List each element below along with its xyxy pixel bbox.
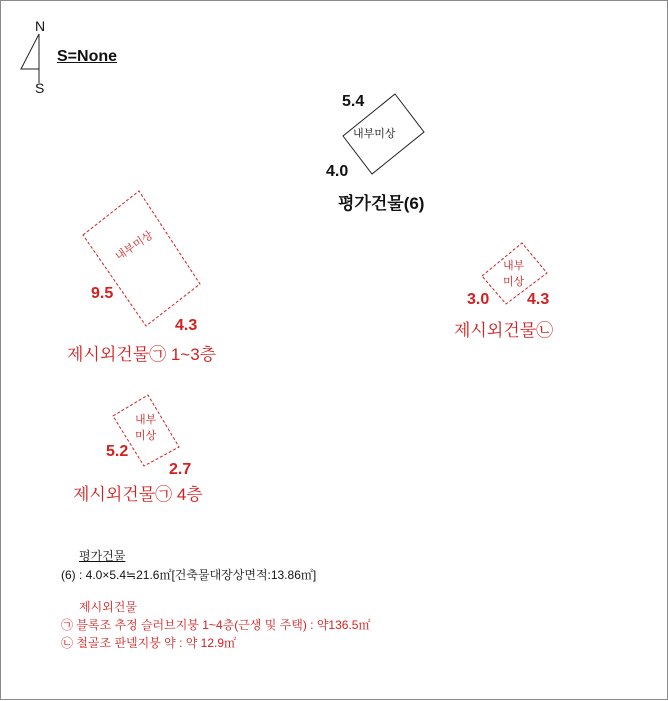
excluded-a4-dim-bottom: 2.7 xyxy=(169,461,192,478)
excluded-b-inner-label-1: 내부 xyxy=(503,260,525,272)
excluded-a4-inner-label-1: 내부 xyxy=(135,414,157,426)
excluded-b-dim-left: 3.0 xyxy=(467,291,490,308)
excluded-a-name: 제시외건물㉠ 1~3층 xyxy=(67,345,217,364)
north-arrow-icon xyxy=(21,34,39,83)
eval-6-dim-side: 4.0 xyxy=(326,163,349,180)
excluded-b-inner-label-2: 미상 xyxy=(503,276,525,288)
excluded-a4-dim-left: 5.2 xyxy=(106,443,129,460)
excluded-b-name: 제시외건물㉡ xyxy=(454,321,554,340)
eval-6-dim-top: 5.4 xyxy=(342,93,365,110)
eval-6-inner-label: 내부미상 xyxy=(353,128,396,140)
scale-label: S=None xyxy=(57,48,118,65)
eval-6-name: 평가건물(6) xyxy=(338,194,425,213)
south-label: S xyxy=(35,80,45,96)
excluded-a4-inner-label-2: 미상 xyxy=(135,430,157,442)
legend-excluded-line-1: ㉠ 블록조 추정 슬러브지붕 1~4층(근생 및 주택) : 약136.5㎡ xyxy=(61,618,371,632)
excluded-a4-name: 제시외건물㉠ 4층 xyxy=(73,485,203,504)
north-label: N xyxy=(35,18,46,34)
legend-excluded-title: 제시외건물 xyxy=(79,600,137,614)
legend-eval-title: 평가건물 xyxy=(79,549,126,563)
legend-excluded-line-2: ㉡ 철골조 판넬지붕 약 : 약 12.9㎡ xyxy=(61,636,237,650)
excluded-b-dim-right: 4.3 xyxy=(527,291,550,308)
excluded-a-dim-left: 9.5 xyxy=(91,285,114,302)
excluded-a-inner-label: 내부미상 xyxy=(113,229,156,264)
legend-eval-line: (6) : 4.0×5.4≒21.6㎡[건축물대장상면적:13.86㎡] xyxy=(61,568,317,582)
excluded-a-dim-bottom: 4.3 xyxy=(175,317,198,334)
building-excluded-a-outline xyxy=(83,191,200,326)
